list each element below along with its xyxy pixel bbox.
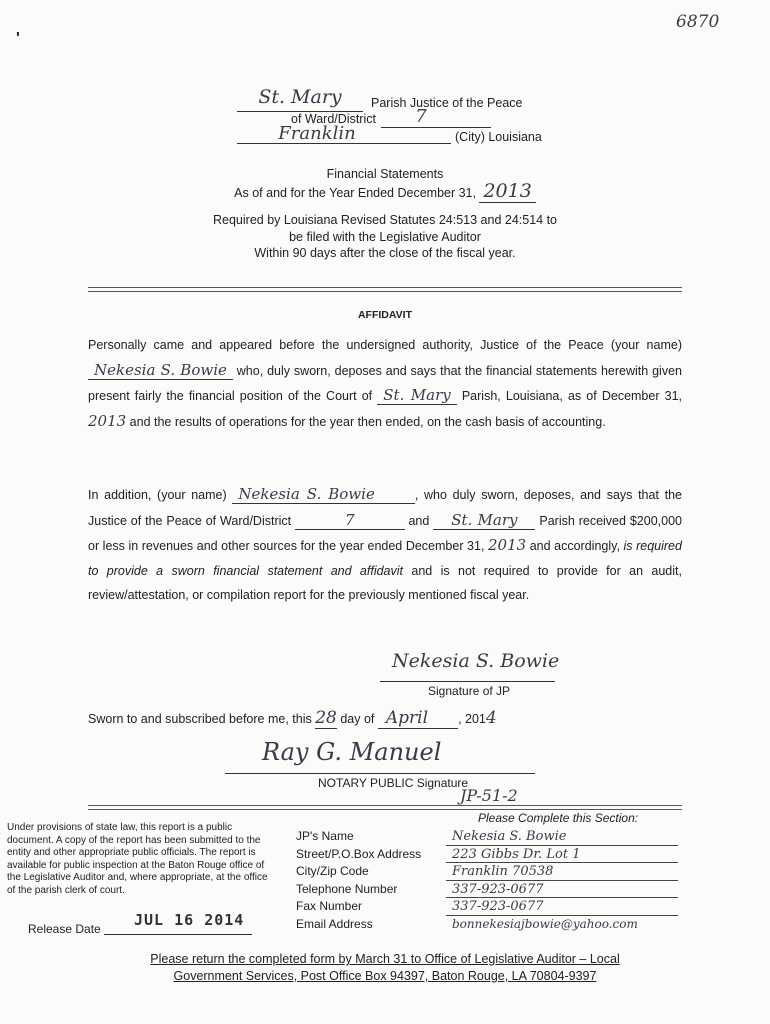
fs-line2: As of and for the Year Ended December 31,	[234, 186, 476, 200]
sworn-line	[88, 706, 682, 731]
contact-row	[296, 898, 682, 916]
p1-name-handwritten: Nekesia S. Bowie	[88, 361, 233, 380]
contact-label: Fax Number	[296, 899, 363, 913]
contact-value: 223 Gibbs Dr. Lot 1	[446, 846, 678, 864]
p2-ward-handwritten: 7	[295, 511, 405, 530]
city-label: (City) Louisiana	[455, 130, 542, 144]
p2-parish-handwritten: St. Mary	[433, 511, 535, 530]
city-handwritten: Franklin	[278, 123, 356, 144]
divider-bottom-2	[88, 809, 682, 810]
p2-text-f: and is not required to provide for an audit, review/attestation, or compilation report for the previously mentioned fiscal year.	[88, 563, 682, 602]
contact-row	[296, 846, 682, 864]
req-line2: be filed with the Legislative Auditor	[289, 229, 481, 244]
sworn-year-digit-handwritten: 4	[485, 708, 497, 728]
divider-top-2	[88, 291, 682, 292]
sworn-day-handwritten: 28	[315, 708, 337, 728]
parish-label: Parish Justice of the Peace	[371, 96, 523, 110]
fs-line1: Financial Statements	[326, 167, 444, 181]
contact-label: Street/P.O.Box Address	[296, 846, 422, 861]
notary-label: NOTARY PUBLIC Signature	[318, 776, 469, 790]
contact-value: 337-923-0677	[446, 881, 678, 899]
sworn-text-b: day of	[340, 712, 375, 726]
contact-row	[296, 863, 682, 881]
requirement-block	[160, 212, 610, 262]
notary-signature-line	[225, 757, 535, 774]
sworn-text-c: , 201	[458, 712, 486, 726]
contact-row	[296, 916, 682, 934]
financial-statements-title	[185, 166, 585, 202]
p1-text-c: Parish, Louisiana, as of December 31,	[461, 389, 682, 403]
p2-name-handwritten: Nekesia S. Bowie	[232, 485, 414, 504]
notary-id-handwritten: JP-51-2	[460, 786, 518, 805]
ward-label: of Ward/District	[291, 112, 376, 126]
document-number: 6870	[676, 12, 720, 32]
notary-signature-handwritten: Ray G. Manuel	[262, 738, 442, 766]
affidavit-paragraph-2	[88, 482, 682, 608]
p1-parish-handwritten: St. Mary	[377, 386, 456, 405]
year-handwritten: 2013	[479, 180, 535, 203]
release-date-stamp: JUL 16 2014	[134, 911, 245, 929]
p1-text-a: Personally came and appeared before the undersigned authority, Justice of the Peace (your name)	[88, 338, 682, 352]
p1-text-d: and the results of operations for the year then ended, on the cash basis of accounting.	[129, 414, 606, 429]
sworn-text-a: Sworn to and subscribed before me, this	[88, 712, 312, 726]
parish-handwritten: St. Mary	[258, 86, 342, 108]
header-block	[235, 86, 595, 170]
affidavit-paragraph-1	[88, 333, 682, 434]
footer-line2: Government Services, Post Office Box 94397, Baton Rouge, LA 70804-9397	[173, 969, 597, 983]
footer-line1: Please return the completed form by March 31 to Office of Legislative Auditor – Local	[150, 952, 620, 966]
contact-label: City/Zip Code	[296, 864, 369, 878]
contact-label: JP's Name	[296, 829, 354, 843]
divider-bottom	[88, 805, 682, 806]
contact-label: Email Address	[296, 916, 373, 931]
affidavit-title: AFFIDAVIT	[357, 309, 413, 321]
contact-value: Franklin 70538	[446, 863, 678, 881]
release-date-label: Release Date	[28, 922, 101, 936]
return-instructions	[90, 951, 680, 985]
contact-value: bonnekesiajbowie@yahoo.com	[452, 916, 638, 931]
contact-value: Nekesia S. Bowie	[446, 828, 678, 846]
jp-signature-label: Signature of JP	[428, 684, 511, 698]
p1-text-b: who, duly sworn, deposes and says that the financial statements herewith given present fairly the financial position of the Court of	[88, 363, 682, 403]
contact-section	[296, 828, 682, 933]
contact-heading: Please Complete this Section:	[478, 811, 639, 825]
p2-text-b: , who duly sworn, deposes, and says that the Justice of the Peace of Ward/District	[88, 488, 683, 528]
req-line1: Required by Louisiana Revised Statutes 24:513 and 24:514 to	[213, 213, 557, 227]
jp-signature-handwritten: Nekesia S. Bowie	[392, 650, 560, 672]
sworn-month-handwritten: April	[378, 708, 458, 729]
p2-text-e: and accordingly,	[529, 539, 620, 553]
p2-text-a: In addition, (your name)	[88, 488, 227, 502]
p2-year-handwritten: 2013	[487, 536, 527, 554]
p2-text-d: Parish received $200,000 or less in revenues and other sources for the year ended December 31,	[88, 513, 682, 553]
contact-row	[296, 828, 682, 846]
p1-year-handwritten: 2013	[88, 411, 127, 430]
divider-top	[88, 287, 682, 288]
contact-label: Telephone Number	[296, 881, 398, 896]
p2-italic-text: is required to provide a sworn financial statement and affidavit	[88, 539, 682, 578]
corner-mark: '	[16, 30, 20, 47]
contact-row	[296, 881, 682, 899]
public-document-note: Under provisions of state law, this report is a public document. A copy of the report has been submitted to the entity and other appropriate public officials. The report is available for public inspection at the Baton Rouge office of the Legislative Auditor and, where appropriate, at the office of the parish clerk of court.	[7, 822, 268, 896]
req-line3: Within 90 days after the close of the fiscal year.	[254, 246, 516, 260]
ward-handwritten: 7	[415, 106, 427, 127]
p2-text-c: and	[408, 513, 430, 528]
contact-value: 337-923-0677	[446, 898, 678, 916]
